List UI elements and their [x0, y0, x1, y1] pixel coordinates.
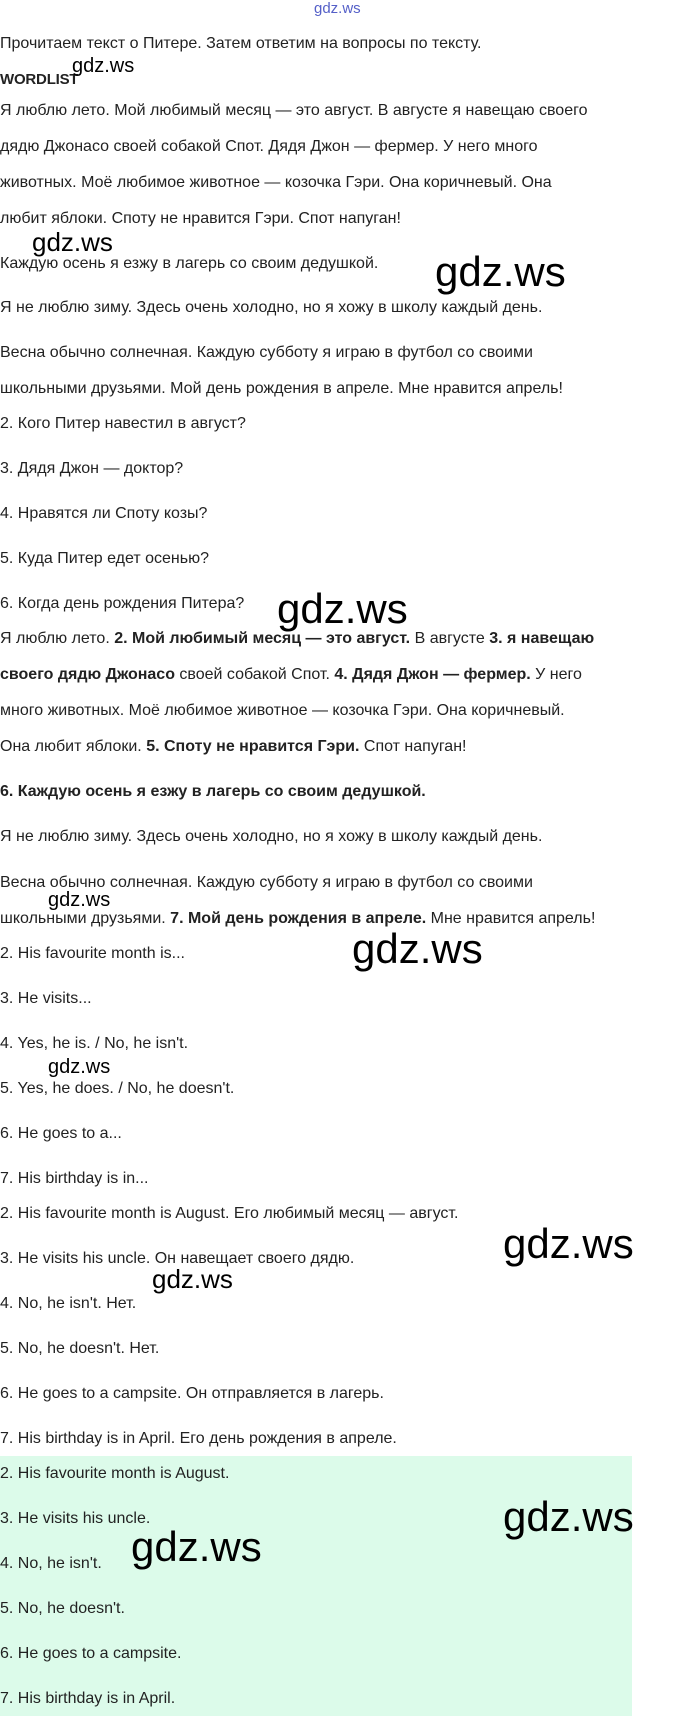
- watermark-top: gdz.ws: [314, 0, 361, 17]
- text1-line: любит яблоки. Споту не нравится Гэри. Спот напуган!: [0, 210, 401, 227]
- question-item: 6. Когда день рождения Питера?: [0, 595, 245, 612]
- text2-bold: своего дядю Джонасо: [0, 666, 175, 683]
- text2-plain: У него: [530, 666, 582, 683]
- template-item: 2. His favourite month is...: [0, 945, 185, 962]
- answer-translated: 2. His favourite month is August. Его любимый месяц — август.: [0, 1205, 459, 1222]
- watermark: gdz.ws: [277, 585, 408, 632]
- text2-plain: Мне нравится апрель!: [426, 910, 596, 927]
- text2-line: Я не люблю зиму. Здесь очень холодно, но я хожу в школу каждый день.: [0, 828, 543, 845]
- text1-line: Каждую осень я езжу в лагерь со своим дедушкой.: [0, 255, 379, 272]
- text2-line: Весна обычно солнечная. Каждую субботу я играю в футбол со своими: [0, 874, 533, 891]
- answer-final: 6. He goes to a campsite.: [0, 1645, 182, 1662]
- question-item: 2. Кого Питер навестил в август?: [0, 415, 246, 432]
- watermark: gdz.ws: [32, 227, 113, 257]
- intro-text: Прочитаем текст о Питере. Затем ответим на вопросы по тексту.: [0, 35, 482, 52]
- watermark: gdz.ws: [503, 1493, 634, 1540]
- text2-bold: 5. Споту не нравится Гэри.: [146, 738, 360, 755]
- answer-translated: 7. His birthday is in April. Его день рождения в апреле.: [0, 1430, 397, 1447]
- watermark: gdz.ws: [48, 889, 111, 911]
- answer-final: 7. His birthday is in April.: [0, 1690, 176, 1707]
- text1-line: животных. Моё любимое животное — козочка Гэри. Она коричневый. Она: [0, 174, 552, 191]
- text2-plain: Спот напуган!: [359, 738, 467, 755]
- text2-bold: 4. Дядя Джон — фермер.: [334, 666, 531, 683]
- text1-line: дядю Джонасо своей собакой Спот. Дядя Джон — фермер. У него много: [0, 138, 538, 155]
- answer-final: 4. No, he isn't.: [0, 1555, 102, 1572]
- text2-line: много животных. Моё любимое животное — козочка Гэри. Она коричневый.: [0, 702, 565, 719]
- text2-bold: 2. Мой любимый месяц — это август.: [114, 630, 411, 647]
- text1-line: Весна обычно солнечная. Каждую субботу я играю в футбол со своими: [0, 344, 533, 361]
- template-item: 4. Yes, he is. / No, he isn't.: [0, 1035, 189, 1052]
- text2-line: [0, 737, 466, 757]
- text2-line: [0, 909, 595, 929]
- text2-plain: школьными друзьями.: [0, 910, 171, 927]
- text2-plain: Она любит яблоки.: [0, 738, 147, 755]
- answer-translated: 4. No, he isn't. Нет.: [0, 1295, 137, 1312]
- text2-line: [0, 665, 582, 685]
- template-item: 7. His birthday is in...: [0, 1170, 149, 1187]
- template-item: 6. He goes to a...: [0, 1125, 122, 1142]
- text2-plain: Я люблю лето.: [0, 630, 115, 647]
- answer-translated: 5. No, he doesn't. Нет.: [0, 1340, 160, 1357]
- text2-plain: своей собакой Спот.: [174, 666, 335, 683]
- text2-line-bold: 6. Каждую осень я езжу в лагерь со своим дедушкой.: [0, 783, 426, 800]
- question-item: 5. Куда Питер едет осенью?: [0, 550, 209, 567]
- answer-translated: 6. He goes to a campsite. Он отправляется в лагерь.: [0, 1385, 384, 1402]
- answer-final: 5. No, he doesn't.: [0, 1600, 125, 1617]
- watermark: gdz.ws: [48, 1056, 111, 1078]
- text1-line: Я люблю лето. Мой любимый месяц — это август. В августе я навещаю своего: [0, 102, 588, 119]
- answer-translated: 3. He visits his uncle. Он навещает своего дядю.: [0, 1250, 355, 1267]
- text1-line: Я не люблю зиму. Здесь очень холодно, но я хожу в школу каждый день.: [0, 299, 543, 316]
- text2-bold: 7. Мой день рождения в апреле.: [170, 910, 427, 927]
- watermark: gdz.ws: [72, 55, 135, 77]
- text1-line: школьными друзьями. Мой день рождения в апреле. Мне нравится апрель!: [0, 380, 563, 397]
- answer-final: 3. He visits his uncle.: [0, 1510, 151, 1527]
- answer-final: 2. His favourite month is August.: [0, 1465, 230, 1482]
- question-item: 3. Дядя Джон — доктор?: [0, 460, 184, 477]
- watermark: gdz.ws: [131, 1523, 262, 1570]
- watermark: gdz.ws: [152, 1264, 233, 1294]
- question-item: 4. Нравятся ли Споту козы?: [0, 505, 208, 522]
- text2-plain: В августе: [410, 630, 490, 647]
- template-item: 5. Yes, he does. / No, he doesn't.: [0, 1080, 235, 1097]
- template-item: 3. He visits...: [0, 990, 92, 1007]
- watermark: gdz.ws: [352, 925, 483, 972]
- watermark: gdz.ws: [503, 1220, 634, 1267]
- watermark: gdz.ws: [435, 248, 566, 295]
- wordlist-heading: WORDLIST: [0, 71, 79, 88]
- text2-bold: 3. я навещаю: [489, 630, 595, 647]
